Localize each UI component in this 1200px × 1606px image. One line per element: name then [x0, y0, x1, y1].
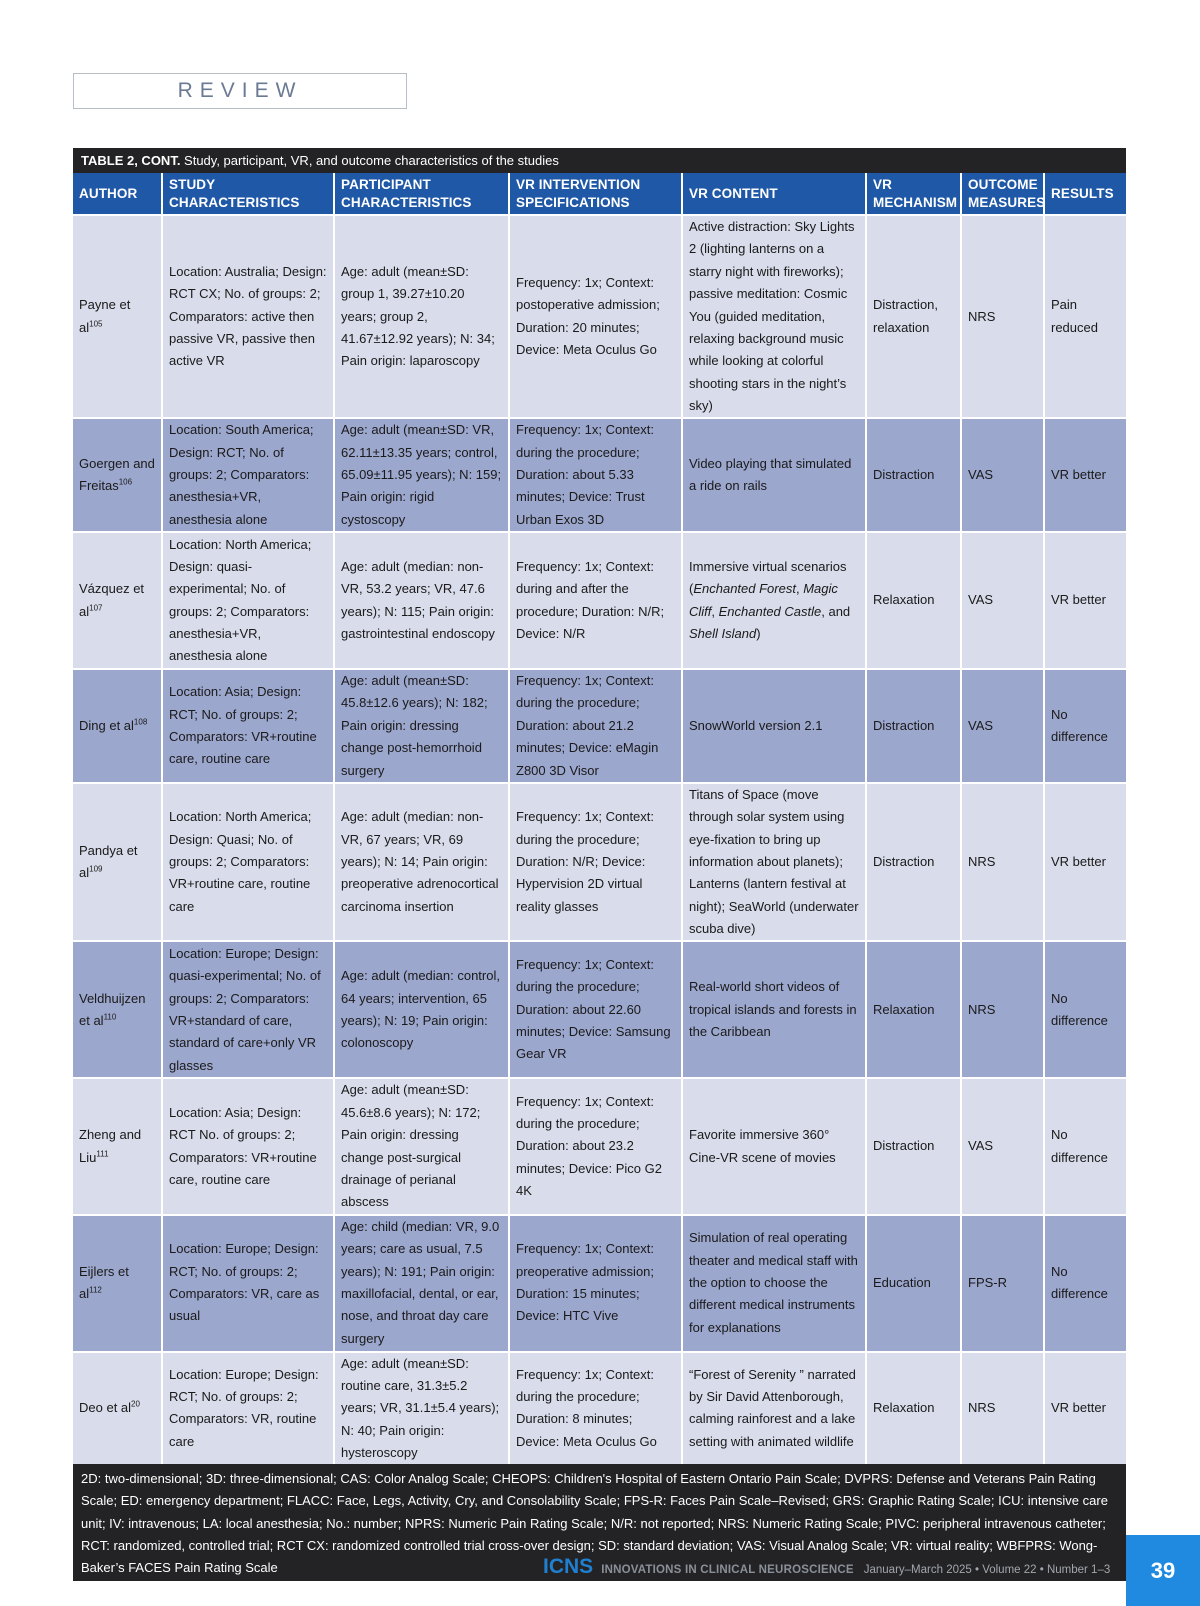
cell-participant: Age: child (median: VR, 9.0 years; care as usual, 7.5 years); N: 191; Pain origin: maxillofacial, dental, or ear, nose, and throat day care surgery — [334, 1215, 509, 1352]
cell-outcome: VAS — [961, 418, 1044, 532]
cell-intervention: Frequency: 1x; Context: postoperative admission; Duration: 20 minutes; Device: Meta Oculus Go — [509, 215, 682, 418]
cell-mechanism: Distraction — [866, 418, 961, 532]
cell-participant: Age: adult (median: non-VR, 67 years; VR, 69 years); N: 14; Pain origin: preoperative adrenocortical carcinoma insertion — [334, 783, 509, 942]
cell-mechanism: Distraction, relaxation — [866, 215, 961, 418]
table-row — [73, 669, 1126, 783]
cell-author: Zheng and Liu$^{111}$ — [73, 1078, 162, 1214]
cell-participant: Age: adult (mean±SD: VR, 62.11±13.35 years; control, 65.09±11.95 years); N: 159; Pain origin: rigid cystoscopy — [334, 418, 509, 532]
cell-result: VR better — [1044, 783, 1126, 942]
column-header-outcome: OUTCOME MEASURES — [961, 173, 1044, 215]
cell-intervention: Frequency: 1x; Context: during the procedure; Duration: about 5.33 minutes; Device: Trust Urban Exos 3D — [509, 418, 682, 532]
cell-mechanism: Relaxation — [866, 532, 961, 669]
cell-content: “Forest of Serenity ” narrated by Sir David Attenborough, calming rainforest and a lake setting with animated wildlife — [682, 1352, 866, 1465]
scenario-title: Enchanted Forest — [693, 581, 796, 597]
cell-content: Titans of Space (move through solar system using eye-fixation to bring up information about planets); Lanterns (lantern festival at night); SeaWorld (underwater scuba dive) — [682, 783, 866, 942]
cell-result: No difference — [1044, 1215, 1126, 1352]
cell-result: VR better — [1044, 418, 1126, 532]
cell-participant: Age: adult (mean±SD: group 1, 39.27±10.20 years; group 2, 41.67±12.92 years); N: 34; Pain origin: laparoscopy — [334, 215, 509, 418]
reference-number: 110 — [103, 1012, 117, 1022]
reference-number: 106 — [118, 477, 133, 487]
reference-number: 107 — [89, 603, 103, 613]
cell-mechanism: Relaxation — [866, 941, 961, 1078]
reference-number: 108 — [133, 717, 148, 727]
cell-participant: Age: adult (median: control, 64 years; intervention, 65 years); N: 19; Pain origin: colonoscopy — [334, 941, 509, 1078]
cell-author: Pandya et $al^{109}$ — [73, 783, 162, 942]
cell-mechanism: Distraction — [866, 1078, 961, 1214]
cell-author: Eijlers et $al^{112}$ — [73, 1215, 162, 1352]
column-header-content: VR CONTENT — [682, 173, 866, 215]
table-row — [73, 418, 1126, 532]
cell-content: Immersive virtual scenarios (Enchanted Forest, Magic Cliff, Enchanted Castle, and Shell Island) — [682, 532, 866, 669]
column-header-results: RESULTS — [1044, 173, 1126, 215]
cell-author: Payne et $al^{105}$ — [73, 215, 162, 418]
journal-logo: ICNS — [543, 1555, 594, 1578]
cell-outcome: NRS — [961, 1352, 1044, 1465]
cell-study: Location: Europe; Design: RCT; No. of groups: 2; Comparators: VR, routine care — [162, 1352, 334, 1465]
page-number: 39 — [1126, 1535, 1200, 1606]
table-row — [73, 215, 1126, 418]
characteristics-table — [73, 173, 1126, 1464]
cell-content: Active distraction: Sky Lights 2 (lighting lanterns on a starry night with fireworks); passive meditation: Cosmic You (guided meditation, relaxing background music while looking at colorful shooting stars in the night’s sky) — [682, 215, 866, 418]
table-header-row — [73, 173, 1126, 215]
journal-footer — [543, 1555, 1110, 1585]
cell-study: Location: Asia; Design: RCT; No. of groups: 2; Comparators: VR+routine care, routine care — [162, 669, 334, 783]
column-header-study: STUDY CHARACTERISTICS — [162, 173, 334, 215]
cell-author: Ding et $al^{108}$ — [73, 669, 162, 783]
cell-study: Location: Europe; Design: RCT; No. of groups: 2; Comparators: VR, care as usual — [162, 1215, 334, 1352]
cell-intervention: Frequency: 1x; Context: preoperative admission; Duration: 15 minutes; Device: HTC Vive — [509, 1215, 682, 1352]
scenario-title: Enchanted Castle — [718, 603, 822, 619]
table-row — [73, 1215, 1126, 1352]
reference-number: 109 — [89, 864, 103, 874]
cell-author: Vázquez et $al^{107}$ — [73, 532, 162, 669]
scenario-title: Shell Island — [689, 625, 757, 641]
journal-name: INNOVATIONS IN CLINICAL NEUROSCIENCE — [601, 1564, 854, 1576]
cell-result: No difference — [1044, 941, 1126, 1078]
cell-result: VR better — [1044, 532, 1126, 669]
cell-content: Real-world short videos of tropical islands and forests in the Caribbean — [682, 941, 866, 1078]
section-label: REVIEW — [73, 73, 407, 109]
reference-number: 112 — [89, 1285, 102, 1295]
cell-author: Goergen and Freitas$^{106}$ — [73, 418, 162, 532]
cell-outcome: FPS-R — [961, 1215, 1044, 1352]
cell-study: Location: South America; Design: RCT; No. of groups: 2; Comparators: anesthesia+VR, anesthesia alone — [162, 418, 334, 532]
cell-outcome: NRS — [961, 783, 1044, 942]
cell-content: Favorite immersive 360° Cine-VR scene of movies — [682, 1078, 866, 1214]
cell-content: SnowWorld version 2.1 — [682, 669, 866, 783]
cell-study: Location: North America; Design: Quasi; No. of groups: 2; Comparators: VR+routine care, routine care — [162, 783, 334, 942]
cell-content: Video playing that simulated a ride on rails — [682, 418, 866, 532]
cell-result: No difference — [1044, 1078, 1126, 1214]
cell-mechanism: Distraction — [866, 783, 961, 942]
study-table — [73, 148, 1126, 1581]
cell-result: No difference — [1044, 669, 1126, 783]
cell-outcome: NRS — [961, 215, 1044, 418]
cell-author: Veldhuijzen et $al^{110}$ — [73, 941, 162, 1078]
cell-mechanism: Distraction — [866, 669, 961, 783]
cell-outcome: VAS — [961, 1078, 1044, 1214]
column-header-intervention: VR INTERVENTION SPECIFICATIONS — [509, 173, 682, 215]
column-header-mechanism: VR MECHANISM — [866, 173, 961, 215]
cell-result: VR better — [1044, 1352, 1126, 1465]
cell-study: Location: Europe; Design: quasi-experimental; No. of groups: 2; Comparators: VR+standard of care, standard of care+only VR glasses — [162, 941, 334, 1078]
cell-intervention: Frequency: 1x; Context: during the procedure; Duration: about 22.60 minutes; Device: Samsung Gear VR — [509, 941, 682, 1078]
cell-mechanism: Education — [866, 1215, 961, 1352]
cell-participant: Age: adult (mean±SD: routine care, 31.3±5.2 years; VR, 31.1±5.4 years); N: 40; Pain origin: hysteroscopy — [334, 1352, 509, 1465]
table-caption-text: Study, participant, VR, and outcome characteristics of the studies — [180, 153, 559, 168]
table-caption-label: TABLE 2, CONT. — [81, 153, 181, 168]
cell-outcome: VAS — [961, 532, 1044, 669]
cell-participant: Age: adult (median: non-VR, 53.2 years; VR, 47.6 years); N: 115; Pain origin: gastrointestinal endoscopy — [334, 532, 509, 669]
cell-outcome: NRS — [961, 941, 1044, 1078]
cell-author: Deo et $al^{20}$ — [73, 1352, 162, 1465]
table-row — [73, 1078, 1126, 1214]
cell-study: Location: Asia; Design: RCT No. of groups: 2; Comparators: VR+routine care, routine care — [162, 1078, 334, 1214]
cell-study: Location: North America; Design: quasi-experimental; No. of groups: 2; Comparators: anesthesia+VR, anesthesia alone — [162, 532, 334, 669]
cell-intervention: Frequency: 1x; Context: during the procedure; Duration: about 21.2 minutes; Device: eMagin Z800 3D Visor — [509, 669, 682, 783]
cell-intervention: Frequency: 1x; Context: during the procedure; Duration: about 23.2 minutes; Device: Pico G2 4K — [509, 1078, 682, 1214]
cell-intervention: Frequency: 1x; Context: during the procedure; Duration: N/R; Device: Hypervision 2D virtual reality glasses — [509, 783, 682, 942]
column-header-author: AUTHOR — [73, 173, 162, 215]
cell-intervention: Frequency: 1x; Context: during and after the procedure; Duration: N/R; Device: N/R — [509, 532, 682, 669]
reference-number: 20 — [131, 1399, 140, 1409]
column-header-participant: PARTICIPANT CHARACTERISTICS — [334, 173, 509, 215]
table-row — [73, 532, 1126, 669]
cell-participant: Age: adult (mean±SD: 45.6±8.6 years); N: 172; Pain origin: dressing change post-surgical drainage of perianal abscess — [334, 1078, 509, 1214]
cell-outcome: VAS — [961, 669, 1044, 783]
table-footnote: 2D: two-dimensional; 3D: three-dimensional; CAS: Color Analog Scale; CHEOPS: Children's Hospital of Eastern Ontario Pain Scale; DVPRS: Defense and Veterans Pain Rating Scale; ED: emergency department; FLACC: Face, Legs, Activity, Cry, and Consolability Scale; FPS-R: Faces Pain Scale–Revised; GRS: Graphic Rating Scale; ICU: intensive care unit; IV: intravenous; LA: local anesthesia; No.: number; NPRS: Numeric Pain Rating Scale; N/R: not reported; NRS: Numeric Rating Scale; PIVC: peripheral intravenous catheter; RCT: randomized, controlled trial; RCT CX: randomized controlled trial cross-over design; SD: standard deviation; VAS: Visual Analog Scale; VR: virtual reality; WBFPRS: Wong-Baker’s FACES Pain Rating Scale — [81, 1471, 1108, 1575]
reference-number: 111 — [96, 1149, 109, 1159]
cell-study: Location: Australia; Design: RCT CX; No. of groups: 2; Comparators: active then passive VR, passive then active VR — [162, 215, 334, 418]
scenario-title: Magic Cliff — [689, 581, 838, 619]
reference-number: 105 — [89, 319, 103, 329]
cell-intervention: Frequency: 1x; Context: during the procedure; Duration: 8 minutes; Device: Meta Oculus Go — [509, 1352, 682, 1465]
cell-result: Pain reduced — [1044, 215, 1126, 418]
cell-mechanism: Relaxation — [866, 1352, 961, 1465]
table-row — [73, 941, 1126, 1078]
issue-info: January–March 2025 • Volume 22 • Number 1–3 — [863, 1564, 1111, 1576]
cell-content: Simulation of real operating theater and medical staff with the option to choose the different medical instruments for explanations — [682, 1215, 866, 1352]
table-row — [73, 1352, 1126, 1465]
table-caption — [73, 148, 1126, 173]
table-row — [73, 783, 1126, 942]
cell-participant: Age: adult (mean±SD: 45.8±12.6 years); N: 182; Pain origin: dressing change post-hemorrhoid surgery — [334, 669, 509, 783]
